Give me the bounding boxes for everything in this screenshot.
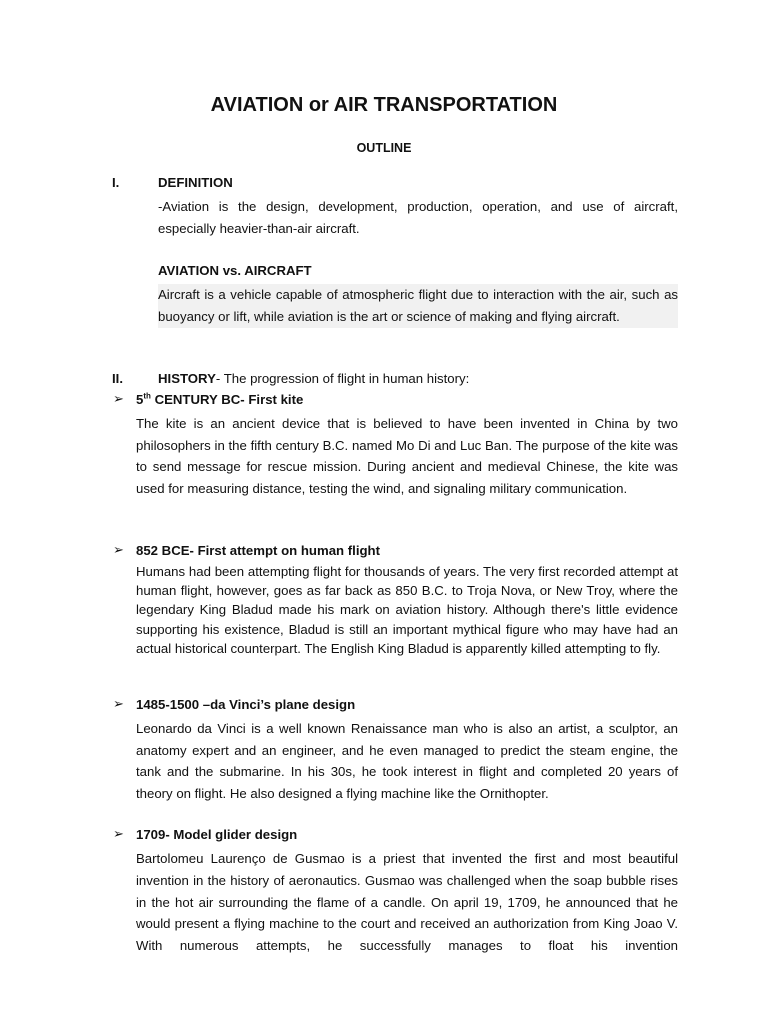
entry-heading xyxy=(136,392,303,407)
section-2-heading-line xyxy=(158,371,469,386)
entry-heading: 1709- Model glider design xyxy=(136,827,298,842)
arrow-bullet-icon: ➢ xyxy=(113,542,124,557)
entry-heading: 1485-1500 –da Vinci’s plane design xyxy=(136,697,356,712)
section-1-numeral: I. xyxy=(112,175,120,190)
entry-text: Humans had been attempting flight for thousands of years. The very first recorded attempt at human flight, however, goes as far back as 850 B.C. to Troja Nova, or New Troy, where the legendary King Bladud made his mark on aviation history. Although there's little evidence supporting his existence, Bladud is still an important mythical figure who may have had an actual historical counterpart. The English King Bladud is apparently killed attempting to fly. xyxy=(136,564,678,656)
entry-text: Bartolomeu Laurenço de Gusmao is a priest that invented the first and most beautiful invention in the history of aeronautics. Gusmao was challenged when the soap bubble rises in the hot air surrounding the flame of a candle. On april 19, 1709, he announced that he would present a flying machine to the court and received an authorization from King Joao V. With numerous attempts, he successfully manages to float his invention xyxy=(136,851,678,954)
entry-heading-rest: CENTURY BC- First kite xyxy=(150,392,304,407)
section-2-numeral: II. xyxy=(112,371,123,386)
entry-text: The kite is an ancient device that is believed to have been invented in China by two philosophers in the fifth century B.C. named Mo Di and Luc Ban. The purpose of the kite was to send message for rescue mission. During ancient and medieval Chinese, the kite was used for measuring distance, testing the wind, and signaling military communication. xyxy=(136,416,678,496)
section-2-heading-rest: - The progression of flight in human history: xyxy=(215,371,470,386)
comparison-text: Aircraft is a vehicle capable of atmospheric flight due to interaction with the air, such as buoyancy or lift, while aviation is the art or science of making and flying aircraft. xyxy=(158,284,678,328)
section-1-heading: DEFINITION xyxy=(158,175,233,190)
arrow-bullet-icon: ➢ xyxy=(113,826,124,841)
document-title: AVIATION or AIR TRANSPORTATION xyxy=(210,94,558,116)
arrow-bullet-icon: ➢ xyxy=(113,391,124,406)
definition-text: -Aviation is the design, development, production, operation, and use of aircraft, especially heavier-than-air aircraft. xyxy=(158,199,678,236)
outline-label: OUTLINE xyxy=(356,141,412,155)
arrow-bullet-icon: ➢ xyxy=(113,696,124,711)
entry-heading-number: 5 xyxy=(136,392,144,407)
section-2-heading: HISTORY xyxy=(158,371,216,386)
entry-text: Leonardo da Vinci is a well known Renaissance man who is also an artist, a sculptor, an anatomy expert and an engineer, and he even managed to predict the steam engine, the tank and the submarine. In his 30s, he took interest in flight and completed 20 years of theory on flight. He also designed a flying machine like the Ornithopter. xyxy=(136,721,678,801)
entry-heading: 852 BCE- First attempt on human flight xyxy=(136,543,380,558)
entry-heading-superscript: th xyxy=(143,391,151,401)
aviation-vs-aircraft-heading: AVIATION vs. AIRCRAFT xyxy=(158,263,312,278)
